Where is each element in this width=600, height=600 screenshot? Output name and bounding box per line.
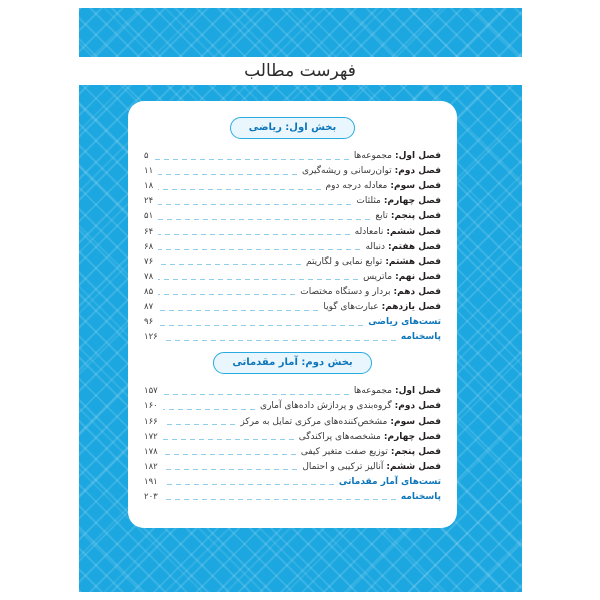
- toc-row: [144, 474, 441, 489]
- dotted-leader: [163, 409, 255, 410]
- chapter-label: فصل چهارم:: [383, 431, 441, 442]
- page-number: ۵: [144, 151, 149, 162]
- toc-row: [144, 299, 441, 314]
- chapter-title: توابع نمایی و لگاریتم: [305, 256, 383, 267]
- chapter-label: تست‌های آمار مقدماتی: [338, 476, 441, 487]
- dotted-leader: [158, 264, 301, 265]
- chapter-title: آنالیز ترکیبی و احتمال: [302, 461, 384, 472]
- toc-row: [144, 444, 441, 459]
- page-number: ۵۱: [144, 211, 154, 222]
- toc-row: [144, 284, 441, 299]
- toc-section: [144, 148, 441, 344]
- chapter-label: فصل هفتم:: [388, 241, 441, 252]
- dotted-leader: [163, 499, 396, 500]
- dotted-leader: [158, 294, 295, 295]
- page-number: ۶۸: [144, 241, 154, 252]
- dotted-leader: [163, 394, 349, 395]
- section-heading-pill: بخش دوم: آمار مقدماتی: [213, 352, 371, 374]
- chapter-label: فصل اول:: [394, 386, 441, 397]
- chapter-label: فصل دهم:: [393, 286, 441, 297]
- chapter-title: نامعادله: [354, 226, 384, 237]
- page-number: ۲۰۳: [144, 491, 158, 502]
- toc-row: [144, 193, 441, 208]
- page-number: ۸۷: [144, 302, 154, 313]
- table-of-contents-card: [128, 101, 457, 528]
- chapter-label: فصل پنجم:: [390, 211, 441, 222]
- toc-row: [144, 329, 441, 344]
- page-number: ۱۶۰: [144, 401, 158, 412]
- chapter-label: فصل سوم:: [390, 416, 441, 427]
- toc-row: [144, 269, 441, 284]
- page-number: ۲۴: [144, 196, 154, 207]
- title-bar: [0, 57, 600, 85]
- toc-row: [144, 429, 441, 444]
- page-number: ۷۶: [144, 256, 154, 267]
- chapter-title: توزیع صفت متغیر کیفی: [300, 446, 388, 457]
- dotted-leader: [163, 340, 396, 341]
- toc-row: [144, 383, 441, 398]
- chapter-label: فصل یازدهم:: [381, 302, 441, 313]
- toc-row: [144, 254, 441, 269]
- page-number: ۱۲۶: [144, 332, 158, 343]
- dotted-leader: [158, 325, 363, 326]
- chapter-title: گروه‌بندی و پردازش داده‌های آماری: [260, 401, 392, 412]
- chapter-label: فصل پنجم:: [390, 446, 441, 457]
- toc-row: [144, 239, 441, 254]
- chapter-label: فصل دوم:: [394, 401, 441, 412]
- chapter-label: فصل ششم:: [386, 461, 441, 472]
- section-heading-pill: بخش اول: ریاضی: [230, 117, 355, 139]
- chapter-label: فصل ششم:: [386, 226, 441, 237]
- toc-row: [144, 314, 441, 329]
- chapter-label: فصل نهم:: [395, 271, 441, 282]
- dotted-leader: [158, 279, 358, 280]
- page-number: ۱۶۶: [144, 416, 158, 427]
- chapter-label: فصل هشتم:: [385, 256, 441, 267]
- dotted-leader: [158, 204, 351, 205]
- toc-row: [144, 178, 441, 193]
- chapter-title: بردار و دستگاه مختصات: [300, 286, 391, 297]
- chapter-label: تست‌های ریاضی: [368, 317, 441, 328]
- toc-row: [144, 148, 441, 163]
- dotted-leader: [163, 469, 298, 470]
- chapter-title: ماتریس: [363, 271, 393, 282]
- toc-row: [144, 223, 441, 238]
- page-number: ۹۶: [144, 317, 154, 328]
- page-number: ۱۸: [144, 181, 154, 192]
- chapter-title: عبارت‌های گویا: [323, 302, 379, 313]
- dotted-leader: [163, 484, 334, 485]
- dotted-leader: [158, 189, 320, 190]
- dotted-leader: [163, 454, 296, 455]
- dotted-leader: [158, 249, 360, 250]
- chapter-label: فصل اول:: [394, 151, 441, 162]
- toc-row: [144, 459, 441, 474]
- page-number: ۱۱: [144, 166, 154, 177]
- toc-section: [144, 383, 441, 504]
- chapter-label: فصل دوم:: [394, 166, 441, 177]
- chapter-title: مشخص‌کننده‌های مرکزی تمایل به مرکز: [240, 416, 388, 427]
- chapter-label: فصل چهارم:: [383, 196, 441, 207]
- chapter-title: تابع: [375, 211, 388, 222]
- toc-row: [144, 489, 441, 504]
- dotted-leader: [163, 424, 236, 425]
- dotted-leader: [154, 159, 349, 160]
- page-number: ۷۸: [144, 271, 154, 282]
- chapter-title: مجموعه‌ها: [353, 386, 392, 397]
- dotted-leader: [158, 174, 297, 175]
- chapter-title: مشخصه‌های پراکندگی: [298, 431, 381, 442]
- toc-row: [144, 163, 441, 178]
- toc-row: [144, 208, 441, 223]
- dotted-leader: [158, 219, 370, 220]
- chapter-label: پاسخنامه: [400, 491, 441, 502]
- dotted-leader: [158, 310, 318, 311]
- chapter-title: توان‌رسانی و ریشه‌گیری: [301, 166, 392, 177]
- page-number: ۱۷۲: [144, 431, 158, 442]
- page-number: ۱۷۸: [144, 446, 158, 457]
- page-number: ۶۴: [144, 226, 154, 237]
- page-number: ۱۸۲: [144, 461, 158, 472]
- chapter-label: پاسخنامه: [400, 332, 441, 343]
- chapter-title: معادله درجه دوم: [325, 181, 388, 192]
- toc-row: [144, 398, 441, 413]
- chapter-title: مثلثات: [356, 196, 381, 207]
- page-number: ۱۹۱: [144, 476, 158, 487]
- page-number: ۱۵۷: [144, 386, 158, 397]
- chapter-label: فصل سوم:: [390, 181, 441, 192]
- page-title: فهرست مطالب: [244, 61, 356, 81]
- dotted-leader: [163, 439, 294, 440]
- toc-sections: [144, 117, 441, 504]
- page-number: ۸۵: [144, 286, 154, 297]
- toc-row: [144, 413, 441, 428]
- dotted-leader: [158, 234, 350, 235]
- chapter-title: دنباله: [365, 241, 386, 252]
- chapter-title: مجموعه‌ها: [353, 151, 392, 162]
